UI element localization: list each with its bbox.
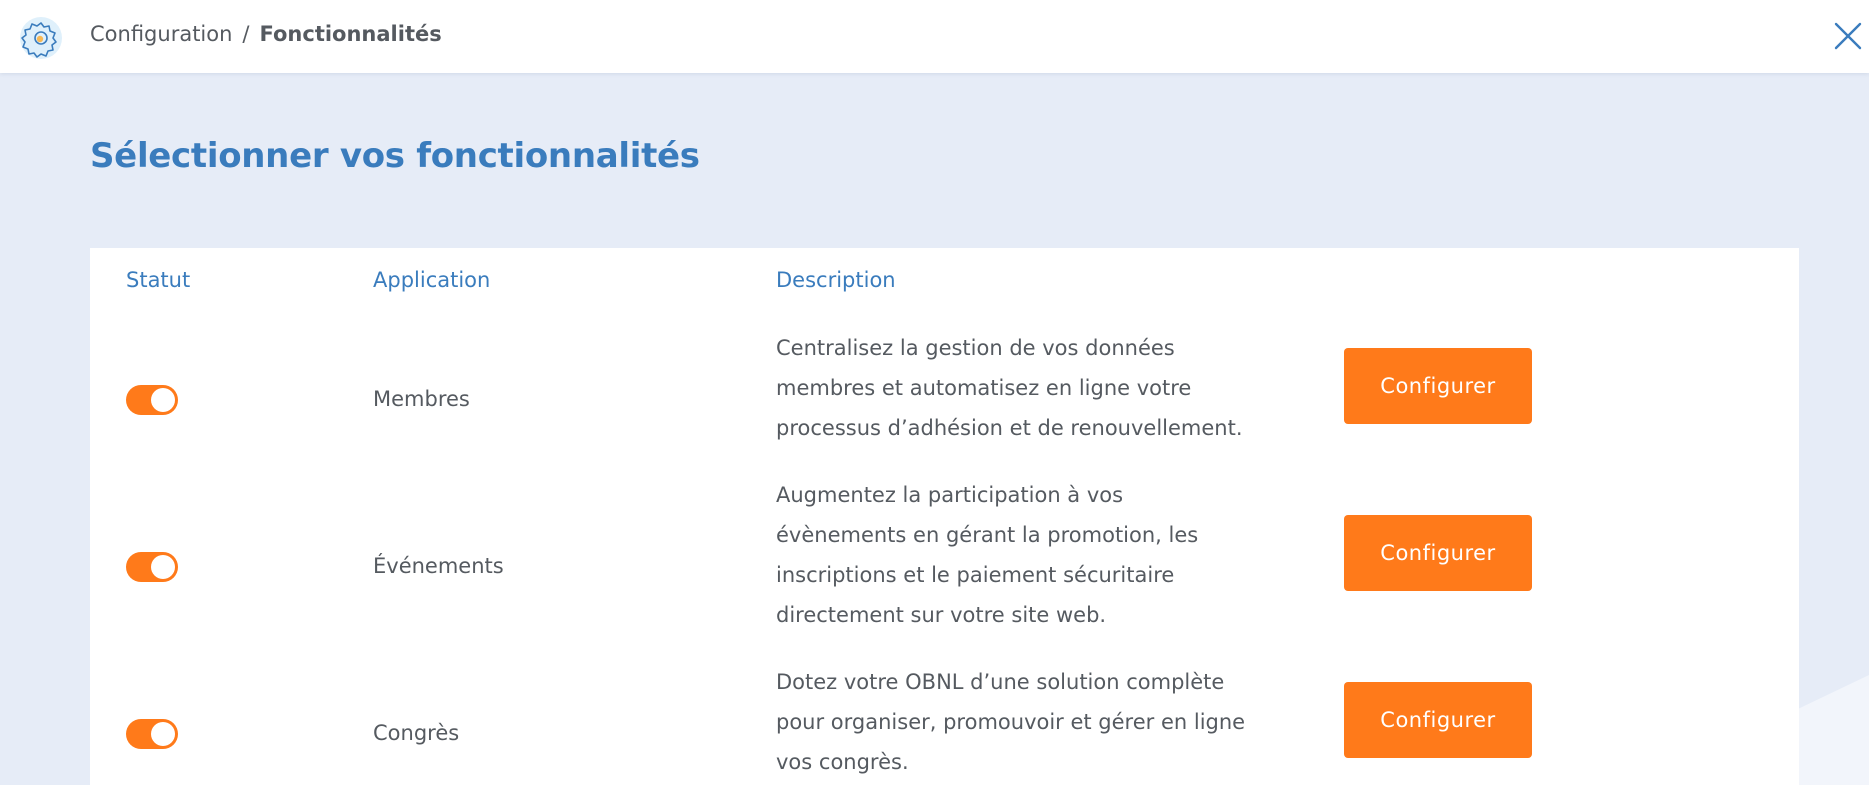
column-header-application: Application bbox=[373, 268, 491, 292]
application-description: Centralisez la gestion de vos données membres et automatisez en ligne votre processus d’adhésion et de renouvellement. bbox=[776, 336, 1243, 440]
features-table bbox=[90, 248, 1799, 785]
application-name: Membres bbox=[373, 387, 470, 411]
toggle-knob bbox=[151, 722, 175, 746]
breadcrumb-separator: / bbox=[242, 22, 250, 46]
configure-button[interactable]: Configurer bbox=[1344, 348, 1532, 424]
application-description: Augmentez la participation à vos évènements en gérant la promotion, les inscriptions et le paiement sécuritaire directement sur votre site web. bbox=[776, 483, 1199, 627]
breadcrumb-parent[interactable]: Configuration bbox=[90, 22, 233, 46]
page-title: Sélectionner vos fonctionnalités bbox=[90, 136, 700, 176]
application-description: Dotez votre OBNL d’une solution complète pour organiser, promouvoir et gérer en ligne vos congrès. bbox=[776, 670, 1246, 774]
toggle-knob bbox=[151, 555, 175, 579]
configure-button[interactable]: Configurer bbox=[1344, 515, 1532, 591]
application-name: Événements bbox=[373, 554, 504, 578]
close-icon[interactable] bbox=[1834, 22, 1862, 50]
application-name: Congrès bbox=[373, 721, 460, 745]
status-toggle[interactable] bbox=[126, 552, 178, 582]
breadcrumb-current: Fonctionnalités bbox=[259, 22, 442, 46]
status-toggle[interactable] bbox=[126, 719, 178, 749]
column-header-description: Description bbox=[776, 268, 896, 292]
top-bar bbox=[0, 0, 1869, 73]
status-toggle[interactable] bbox=[126, 385, 178, 415]
gear-icon[interactable] bbox=[18, 15, 64, 61]
configure-button[interactable]: Configurer bbox=[1344, 682, 1532, 758]
breadcrumb bbox=[90, 22, 442, 46]
column-header-status: Statut bbox=[126, 268, 191, 292]
toggle-knob bbox=[151, 388, 175, 412]
